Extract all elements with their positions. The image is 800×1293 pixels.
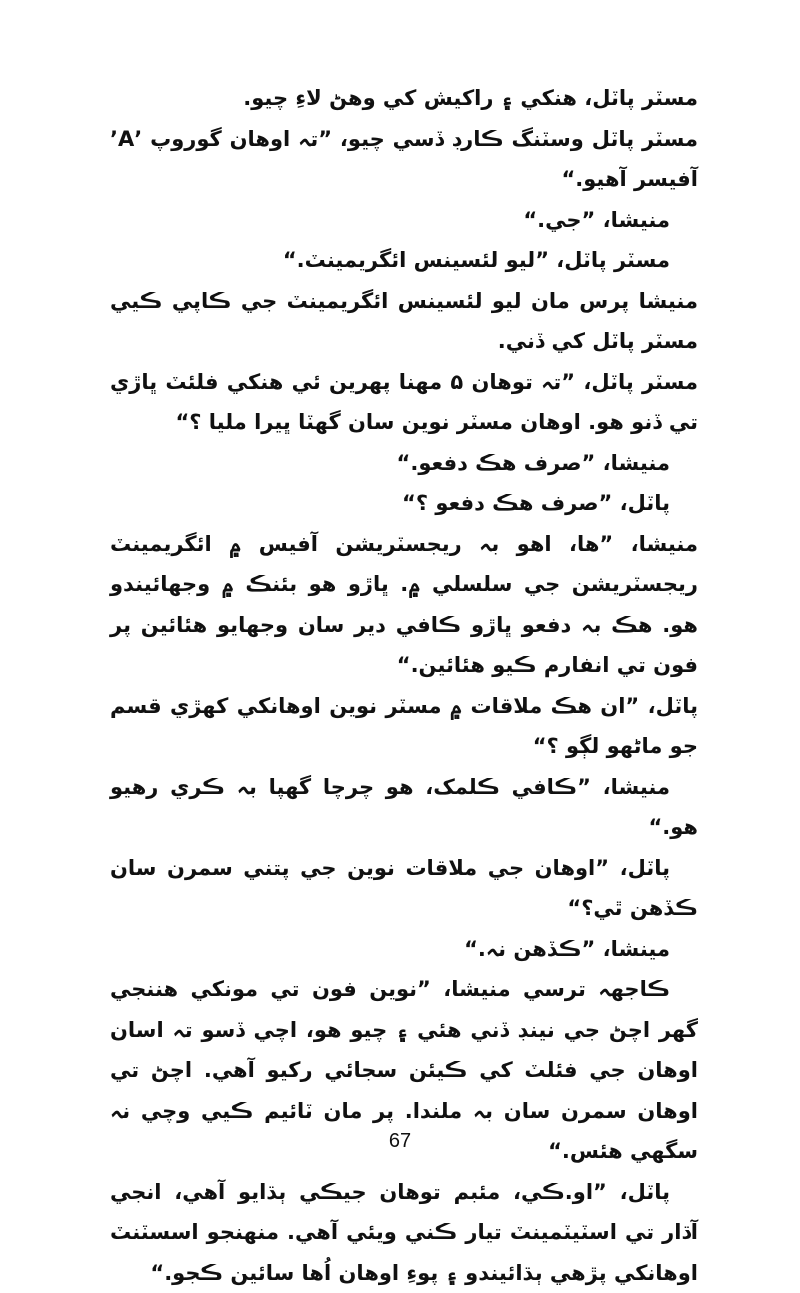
paragraph: منيشا، ”صرف هڪ دفعو.“ — [110, 443, 698, 484]
paragraph: منيشا، ”ها، اهو بہ ريجسٽريشن آفيس ۾ ائگريمينٽ ريجسٽريشن جي سلسلي ۾. ڀاڙو هو بئنڪ ۾ وجهائيندو هو. هڪ بہ دفعو ڀاڙو ڪافي دير سان وجهايو هئائين پر فون تي انفارم ڪيو هئائين.“ — [110, 524, 698, 686]
paragraph: مسٽر پاٽل، ”تہ توهان ۵ مهنا پهرين ئي هنکي فلئٽ ڀاڙي تي ڏنو هو. اوهان مسٽر نوين سان گهٽا ڀيرا مليا ؟“ — [110, 362, 698, 443]
paragraph: پاٽل، ”او.ڪي، مئبم توهان جيڪي ٻڌايو آهي، انجي آڌار تي اسٽيٽمينٽ تيار ڪني ويئي آهي. منهنجو اسسٽنٽ اوهانکي پڙهي ٻڌائيندو ۽ پوءِ اوهان اُها سائين ڪجو.“ — [110, 1172, 698, 1293]
paragraph: پاٽل، ”صرف هڪ دفعو ؟“ — [110, 483, 698, 524]
body-text — [110, 78, 698, 1293]
paragraph: پاٽل، ”اوهان جي ملاقات نوين جي پتني سمرن سان ڪڏهن ٿي؟“ — [110, 848, 698, 929]
paragraph: مسٽر پاٽل، ”ليو لئسينس ائگريمينٽ.“ — [110, 240, 698, 281]
paragraph: ڪاجهہ ترسي منيشا، ”نوين فون تي مونکي هننجي گهر اچڻ جي نينڊ ڏني هئي ۽ چيو هو، اچي ڏسو تہ اسان اوهان جي فئلٽ کي ڪيئن سجائي رکيو آهي. اچڻ تي اوهان سمرن سان بہ ملندا. پر مان ٽائيم ڪيي وچي نہ سگهي هئس.“ — [110, 969, 698, 1172]
paragraph: مسٽر پاٽل وسٽنگ ڪارڊ ڏسي چيو، ”تہ اوهان گوروپ ’A’ آفيسر آهيو.“ — [110, 119, 698, 200]
paragraph: مسٽر پاٽل، هنکي ۽ راکيش کي وهڻ لاءِ چيو. — [110, 78, 698, 119]
paragraph: منيشا پرس مان ليو لئسينس ائگريمينٽ جي ڪاپي ڪيي مسٽر پاٽل کي ڏني. — [110, 281, 698, 362]
paragraph: پاٽل، ”ان هڪ ملاقات ۾ مسٽر نوين اوهانکي کهڙي قسم جو ماڻهو لڳو ؟“ — [110, 686, 698, 767]
paragraph: منيشا، ”ڪافي ڪلمک، هو چرچا گهپا بہ ڪري رهيو هو.“ — [110, 767, 698, 848]
paragraph: مينشا، ”ڪڏهن نہ.“ — [110, 929, 698, 970]
paragraph: منيشا، ”جي.“ — [110, 200, 698, 241]
page-number: 67 — [0, 1130, 800, 1153]
